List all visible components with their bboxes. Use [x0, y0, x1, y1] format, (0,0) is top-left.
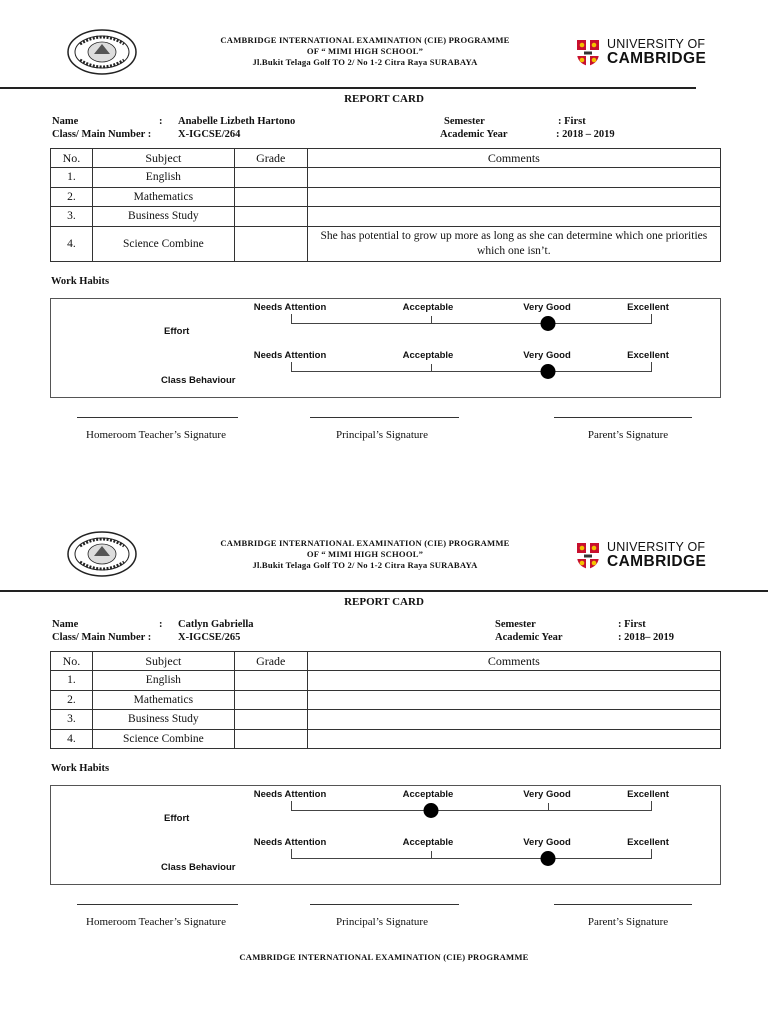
scale-tick [291, 849, 292, 859]
table-row [51, 710, 721, 730]
class-behaviour-label: Class Behaviour [161, 375, 236, 386]
cambridge-shield-icon [576, 39, 600, 67]
parent-signature-label: Parent’s Signature [587, 429, 669, 441]
academic-year-label: Academic Year [440, 129, 508, 140]
scale-line [291, 323, 651, 324]
table-header-row [51, 652, 721, 671]
academic-year-value: : 2018– 2019 [618, 632, 674, 643]
row-comment [307, 168, 720, 188]
row-comment [307, 671, 720, 691]
scale-label: Excellent [627, 350, 669, 361]
university-line-2: CAMBRIDGE [607, 50, 707, 67]
effort-scale [51, 302, 722, 342]
row-no: 1. [51, 168, 93, 188]
header-text [150, 35, 580, 68]
class-value: X-IGCSE/265 [178, 632, 241, 643]
header-line-2: OF “ MIMI HIGH SCHOOL” [306, 46, 424, 56]
scale-label: Very Good [523, 350, 571, 361]
scale-label: Acceptable [402, 302, 454, 313]
scale-tick [548, 803, 549, 811]
effort-scale [51, 789, 722, 829]
row-grade [234, 168, 307, 188]
homeroom-signature-label: Homeroom Teacher’s Signature [86, 429, 226, 441]
row-grade [234, 729, 307, 749]
scale-tick [291, 362, 292, 372]
col-comments-header: Comments [307, 149, 720, 168]
report-title: REPORT CARD [344, 93, 424, 105]
scale-label: Excellent [627, 837, 669, 848]
homeroom-signature-line [77, 904, 238, 905]
principal-signature-label: Principal’s Signature [336, 429, 428, 441]
university-line-1: UNIVERSITY OF [607, 37, 706, 51]
col-grade-header: Grade [234, 652, 307, 671]
header-line-1: CAMBRIDGE INTERNATIONAL EXAMINATION (CIE) PROGRAMME [220, 35, 510, 45]
row-no: 4. [51, 729, 93, 749]
academic-year-label: Academic Year [495, 632, 563, 643]
work-habits-label: Work Habits [51, 763, 110, 774]
work-habits-box [50, 298, 721, 398]
class-behaviour-label: Class Behaviour [161, 862, 236, 873]
row-comment [307, 207, 720, 227]
rating-marker [424, 803, 439, 818]
report-title: REPORT CARD [344, 596, 424, 608]
scale-label: Very Good [523, 302, 571, 313]
header-line-2: OF “ MIMI HIGH SCHOOL” [306, 549, 424, 559]
row-grade [234, 671, 307, 691]
row-comment [307, 187, 720, 207]
grades-table [50, 148, 721, 262]
scale-label: Acceptable [402, 789, 454, 800]
row-comment [307, 690, 720, 710]
col-subject-header: Subject [92, 149, 234, 168]
class-value: X-IGCSE/264 [178, 129, 241, 140]
behaviour-scale [51, 837, 722, 877]
row-no: 4. [51, 226, 93, 261]
scale-line [291, 858, 651, 859]
scale-label: Needs Attention [253, 350, 327, 361]
row-grade [234, 207, 307, 227]
scale-tick [651, 849, 652, 859]
class-label-text: Class/ Main Number [52, 129, 146, 140]
scale-tick [291, 314, 292, 324]
row-no: 3. [51, 710, 93, 730]
row-comment [307, 729, 720, 749]
parent-signature-line [554, 417, 692, 418]
table-row [51, 671, 721, 691]
header-line-3: Jl.Bukit Telaga Golf TO 2/ No 1-2 Citra Raya SURABAYA [252, 560, 478, 570]
scale-line [291, 371, 651, 372]
student-name: Anabelle Lizbeth Hartono [178, 116, 296, 127]
scale-label: Needs Attention [253, 302, 327, 313]
name-colon: : [159, 116, 163, 127]
header-divider [0, 590, 768, 592]
table-row [51, 168, 721, 188]
table-header-row [51, 149, 721, 168]
row-grade [234, 226, 307, 261]
scale-label: Needs Attention [253, 789, 327, 800]
class-label [52, 129, 151, 140]
header-divider [0, 87, 696, 89]
school-logo [66, 530, 138, 578]
scale-label: Very Good [523, 789, 571, 800]
work-habits-box [50, 785, 721, 885]
table-row [51, 226, 721, 261]
class-colon: : [147, 632, 152, 643]
row-subject: Business Study [92, 710, 234, 730]
parent-signature-line [554, 904, 692, 905]
behaviour-scale [51, 350, 722, 390]
row-subject: Mathematics [92, 690, 234, 710]
row-grade [234, 187, 307, 207]
class-colon: : [147, 129, 152, 140]
col-no-header: No. [51, 149, 93, 168]
row-subject: English [92, 671, 234, 691]
scale-tick [431, 364, 432, 372]
work-habits-label: Work Habits [51, 276, 110, 287]
rating-marker [541, 851, 556, 866]
principal-signature-line [310, 904, 459, 905]
rating-marker [541, 364, 556, 379]
table-row [51, 690, 721, 710]
scale-tick [651, 314, 652, 324]
semester-value: : First [558, 116, 586, 127]
cambridge-logo [576, 37, 726, 71]
scale-label: Needs Attention [253, 837, 327, 848]
effort-label: Effort [164, 326, 190, 337]
scale-label: Excellent [627, 302, 669, 313]
scale-label: Excellent [627, 789, 669, 800]
header-text [150, 538, 580, 571]
student-name: Catlyn Gabriella [178, 619, 254, 630]
row-no: 2. [51, 690, 93, 710]
col-comments-header: Comments [307, 652, 720, 671]
row-comment: She has potential to grow up more as long as she can determine which one priorities which one isn’t. [307, 226, 720, 261]
col-subject-header: Subject [92, 652, 234, 671]
scale-line [291, 810, 651, 811]
col-grade-header: Grade [234, 149, 307, 168]
scale-label: Acceptable [402, 837, 454, 848]
row-grade [234, 710, 307, 730]
university-line-2: CAMBRIDGE [607, 553, 707, 570]
homeroom-signature-label: Homeroom Teacher’s Signature [86, 916, 226, 928]
row-subject: Science Combine [92, 729, 234, 749]
row-subject: Business Study [92, 207, 234, 227]
class-label-text: Class/ Main Number [52, 632, 146, 643]
header-line-3: Jl.Bukit Telaga Golf TO 2/ No 1-2 Citra Raya SURABAYA [252, 57, 478, 67]
principal-signature-label: Principal’s Signature [336, 916, 428, 928]
academic-year-value: : 2018 – 2019 [556, 129, 615, 140]
col-no-header: No. [51, 652, 93, 671]
homeroom-signature-line [77, 417, 238, 418]
row-grade [234, 690, 307, 710]
name-colon: : [159, 619, 163, 630]
row-subject: English [92, 168, 234, 188]
table-row [51, 187, 721, 207]
university-line-1: UNIVERSITY OF [607, 540, 706, 554]
footer-text: CAMBRIDGE INTERNATIONAL EXAMINATION (CIE) PROGRAMME [239, 952, 529, 962]
table-row [51, 729, 721, 749]
row-comment [307, 710, 720, 730]
scale-tick [291, 801, 292, 811]
scale-tick [431, 316, 432, 324]
school-logo [66, 28, 138, 76]
header-line-1: CAMBRIDGE INTERNATIONAL EXAMINATION (CIE) PROGRAMME [220, 538, 510, 548]
row-no: 3. [51, 207, 93, 227]
semester-value: : First [618, 619, 646, 630]
name-label: Name [52, 619, 79, 630]
table-row [51, 207, 721, 227]
parent-signature-label: Parent’s Signature [587, 916, 669, 928]
scale-tick [651, 362, 652, 372]
scale-label: Very Good [523, 837, 571, 848]
row-subject: Mathematics [92, 187, 234, 207]
semester-label: Semester [495, 619, 536, 630]
row-no: 2. [51, 187, 93, 207]
row-no: 1. [51, 671, 93, 691]
cambridge-shield-icon [576, 542, 600, 570]
grades-table [50, 651, 721, 749]
rating-marker [541, 316, 556, 331]
semester-label: Semester [444, 116, 485, 127]
scale-label: Acceptable [402, 350, 454, 361]
class-label [52, 632, 151, 643]
principal-signature-line [310, 417, 459, 418]
cambridge-logo [576, 540, 726, 574]
name-label: Name [52, 116, 79, 127]
effort-label: Effort [164, 813, 190, 824]
row-subject: Science Combine [92, 226, 234, 261]
scale-tick [651, 801, 652, 811]
scale-tick [431, 851, 432, 859]
